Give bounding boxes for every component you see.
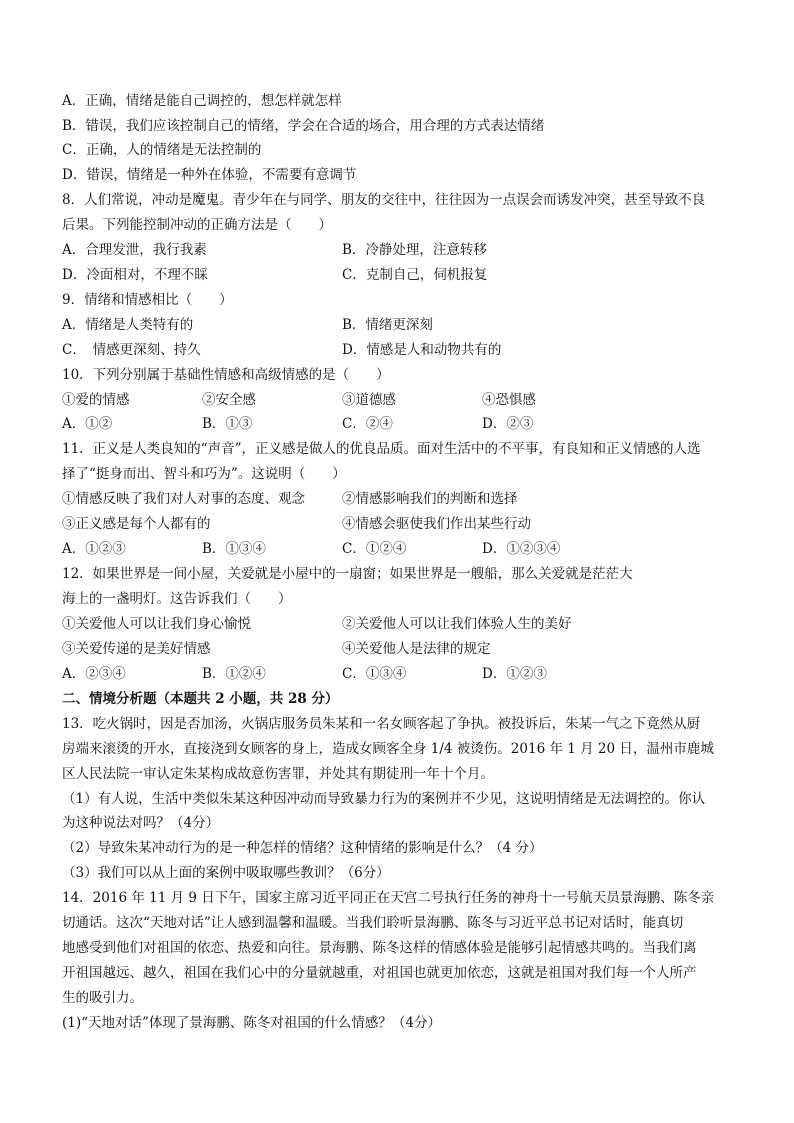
q10-item-3: ③道德感: [342, 392, 396, 408]
q14-stem-line4: 开祖国越远、越久，祖国在我们心中的分量就越重，对祖国也就更加依恋，这就是祖国对我们每一个人所产: [62, 965, 697, 981]
q7-option-d: D．错误，情绪是一种外在体验，不需要有意调节: [62, 167, 357, 183]
q10-option-d: D．②③: [482, 416, 534, 432]
q11-option-a: A．①②③: [62, 541, 126, 557]
q10-item-1: ①爱的情感: [62, 392, 130, 408]
q13-stem-line3: 区人民法院一审认定朱某构成故意伤害罪，并处其有期徒刑一年十个月。: [62, 766, 494, 782]
q8-option-c: C．克制自己，伺机报复: [342, 267, 488, 283]
q12-option-c: C．①③④: [342, 666, 407, 682]
q12-option-d: D．①②③: [482, 666, 547, 682]
q14-stem-line1: 14．2016 年 11 月 9 日下午，国家主席习近平同正在天宫二号执行任务的神舟十一号航天员景海鹏、陈冬亲: [62, 890, 715, 906]
q10-item-2: ②安全感: [202, 392, 256, 408]
q11-option-d: D．①②③④: [482, 541, 561, 557]
q12-items-row2: [62, 639, 742, 659]
q11-item-1: ①情感反映了我们对人对事的态度、观念: [62, 491, 305, 507]
q11-stem-line2: 择了“挺身而出、智斗和巧为”。这说明（ ）: [62, 466, 346, 482]
q8-stem-line1: 8．人们常说，冲动是魔鬼。青少年在与同学、朋友的交往中，往往因为一点误会而诱发冲突，甚至导致不良: [62, 192, 706, 208]
q12-stem-line2: 海上的一盏明灯。这告诉我们（ ）: [62, 591, 292, 607]
q8-options-row1: [62, 240, 742, 260]
q14-stem-line3: 地感受到他们对祖国的依恋、热爱和向往。景海鹏、陈冬这样的情感体验是能够引起情感共鸣的。当我们离: [62, 940, 697, 956]
q13-sub1-line1: （1）有人说，生活中类似朱某这种因冲动而导致暴力行为的案例并不少见，这说明情绪是无法调控的。你认: [62, 791, 706, 807]
q11-stem-line1: 11．正义是人类良知的“声音”，正义感是做人的优良品质。面对生活中的不平事，有良知和正义情感的人选: [62, 441, 701, 457]
q8-option-d: D．冷面相对，不理不睬: [62, 267, 208, 283]
q12-item-4: ④关爱他人是法律的规定: [342, 641, 491, 657]
q12-option-b: B．①②④: [202, 666, 266, 682]
q11-options: [62, 539, 742, 559]
q13-sub3: （3）我们可以从上面的案例中吸取哪些教训？（6分）: [62, 865, 390, 881]
q12-options: [62, 664, 742, 684]
q13-stem-line2: 房端来滚烫的开水，直接浇到女顾客的身上，造成女顾客全身 1/4 被烫伤。2016 年 1 月 20 日，温州市鹿城: [62, 741, 714, 757]
q8-option-b: B．冷静处理，注意转移: [342, 242, 487, 258]
q10-items: [62, 390, 742, 410]
q11-items-row2: [62, 514, 742, 534]
q13-stem-line1: 13．吃火锅时，因是否加汤，火锅店服务员朱某和一名女顾客起了争执。被投诉后，朱某一气之下竟然从厨: [62, 716, 701, 732]
q10-item-4: ④恐惧感: [482, 392, 536, 408]
q12-option-a: A．②③④: [62, 666, 126, 682]
q11-items-row1: [62, 489, 742, 509]
q10-option-b: B．①③: [202, 416, 253, 432]
q12-items-row1: [62, 614, 742, 634]
q9-option-d: D．情感是人和动物共有的: [342, 342, 502, 358]
q12-stem-line1: 12．如果世界是一间小屋，关爱就是小屋中的一扇窗；如果世界是一艘船，那么关爱就是茫茫大: [62, 566, 633, 582]
section-2-heading: 二、情境分析题（本题共 2 小题，共 28 分）: [62, 691, 339, 707]
q7-option-c: C．正确，人的情绪是无法控制的: [62, 142, 262, 158]
q7-option-a: A．正确，情绪是能自己调控的，想怎样就怎样: [62, 93, 342, 109]
q13-sub1-line2: 为这种说法对吗？（4分）: [62, 815, 220, 831]
q12-item-3: ③关爱传递的是美好情感: [62, 641, 211, 657]
q9-option-b: B．情绪更深刻: [342, 317, 433, 333]
q14-sub1: (1)“天地对话”体现了景海鹏、陈冬对祖国的什么情感？（4分）: [62, 1015, 442, 1031]
q11-item-3: ③正义感是每个人都有的: [62, 516, 211, 532]
q9-options-row2: [62, 340, 742, 360]
q12-item-2: ②关爱他人可以让我们体验人生的美好: [342, 616, 572, 632]
q11-item-2: ②情感影响我们的判断和选择: [342, 491, 518, 507]
q14-stem-line2: 切通话。这次“天地对话”让人感到温馨和温暖。当我们聆听景海鹏、陈冬与习近平总书记对话时，能真切: [62, 915, 684, 931]
q9-stem: 9．情绪和情感相比（ ）: [62, 292, 233, 308]
q8-options-row2: [62, 265, 742, 285]
q11-item-4: ④情感会驱使我们作出某些行动: [342, 516, 531, 532]
q8-option-a: A．合理发泄，我行我素: [62, 242, 207, 258]
q7-option-b: B．错误，我们应该控制自己的情绪，学会在合适的场合，用合理的方式表达情绪: [62, 118, 545, 134]
q12-item-1: ①关爱他人可以让我们身心愉悦: [62, 616, 251, 632]
q13-sub2: （2）导致朱某冲动行为的是一种怎样的情绪？这种情绪的影响是什么？（4 分）: [62, 840, 543, 856]
q10-option-a: A．①②: [62, 416, 113, 432]
q14-stem-line5: 生的吸引力。: [62, 990, 143, 1006]
q8-stem-line2: 后果。下列能控制冲动的正确方法是（ ）: [62, 217, 332, 233]
q11-option-c: C．①②④: [342, 541, 407, 557]
q10-stem: 10．下列分别属于基础性情感和高级情感的是（ ）: [62, 367, 390, 383]
q9-option-c: C． 情感更深刻、持久: [62, 342, 201, 358]
q9-options-row1: [62, 315, 742, 335]
q9-option-a: A．情绪是人类特有的: [62, 317, 194, 333]
q10-option-c: C．②④: [342, 416, 393, 432]
q11-option-b: B．①③④: [202, 541, 266, 557]
q10-options: [62, 414, 742, 434]
